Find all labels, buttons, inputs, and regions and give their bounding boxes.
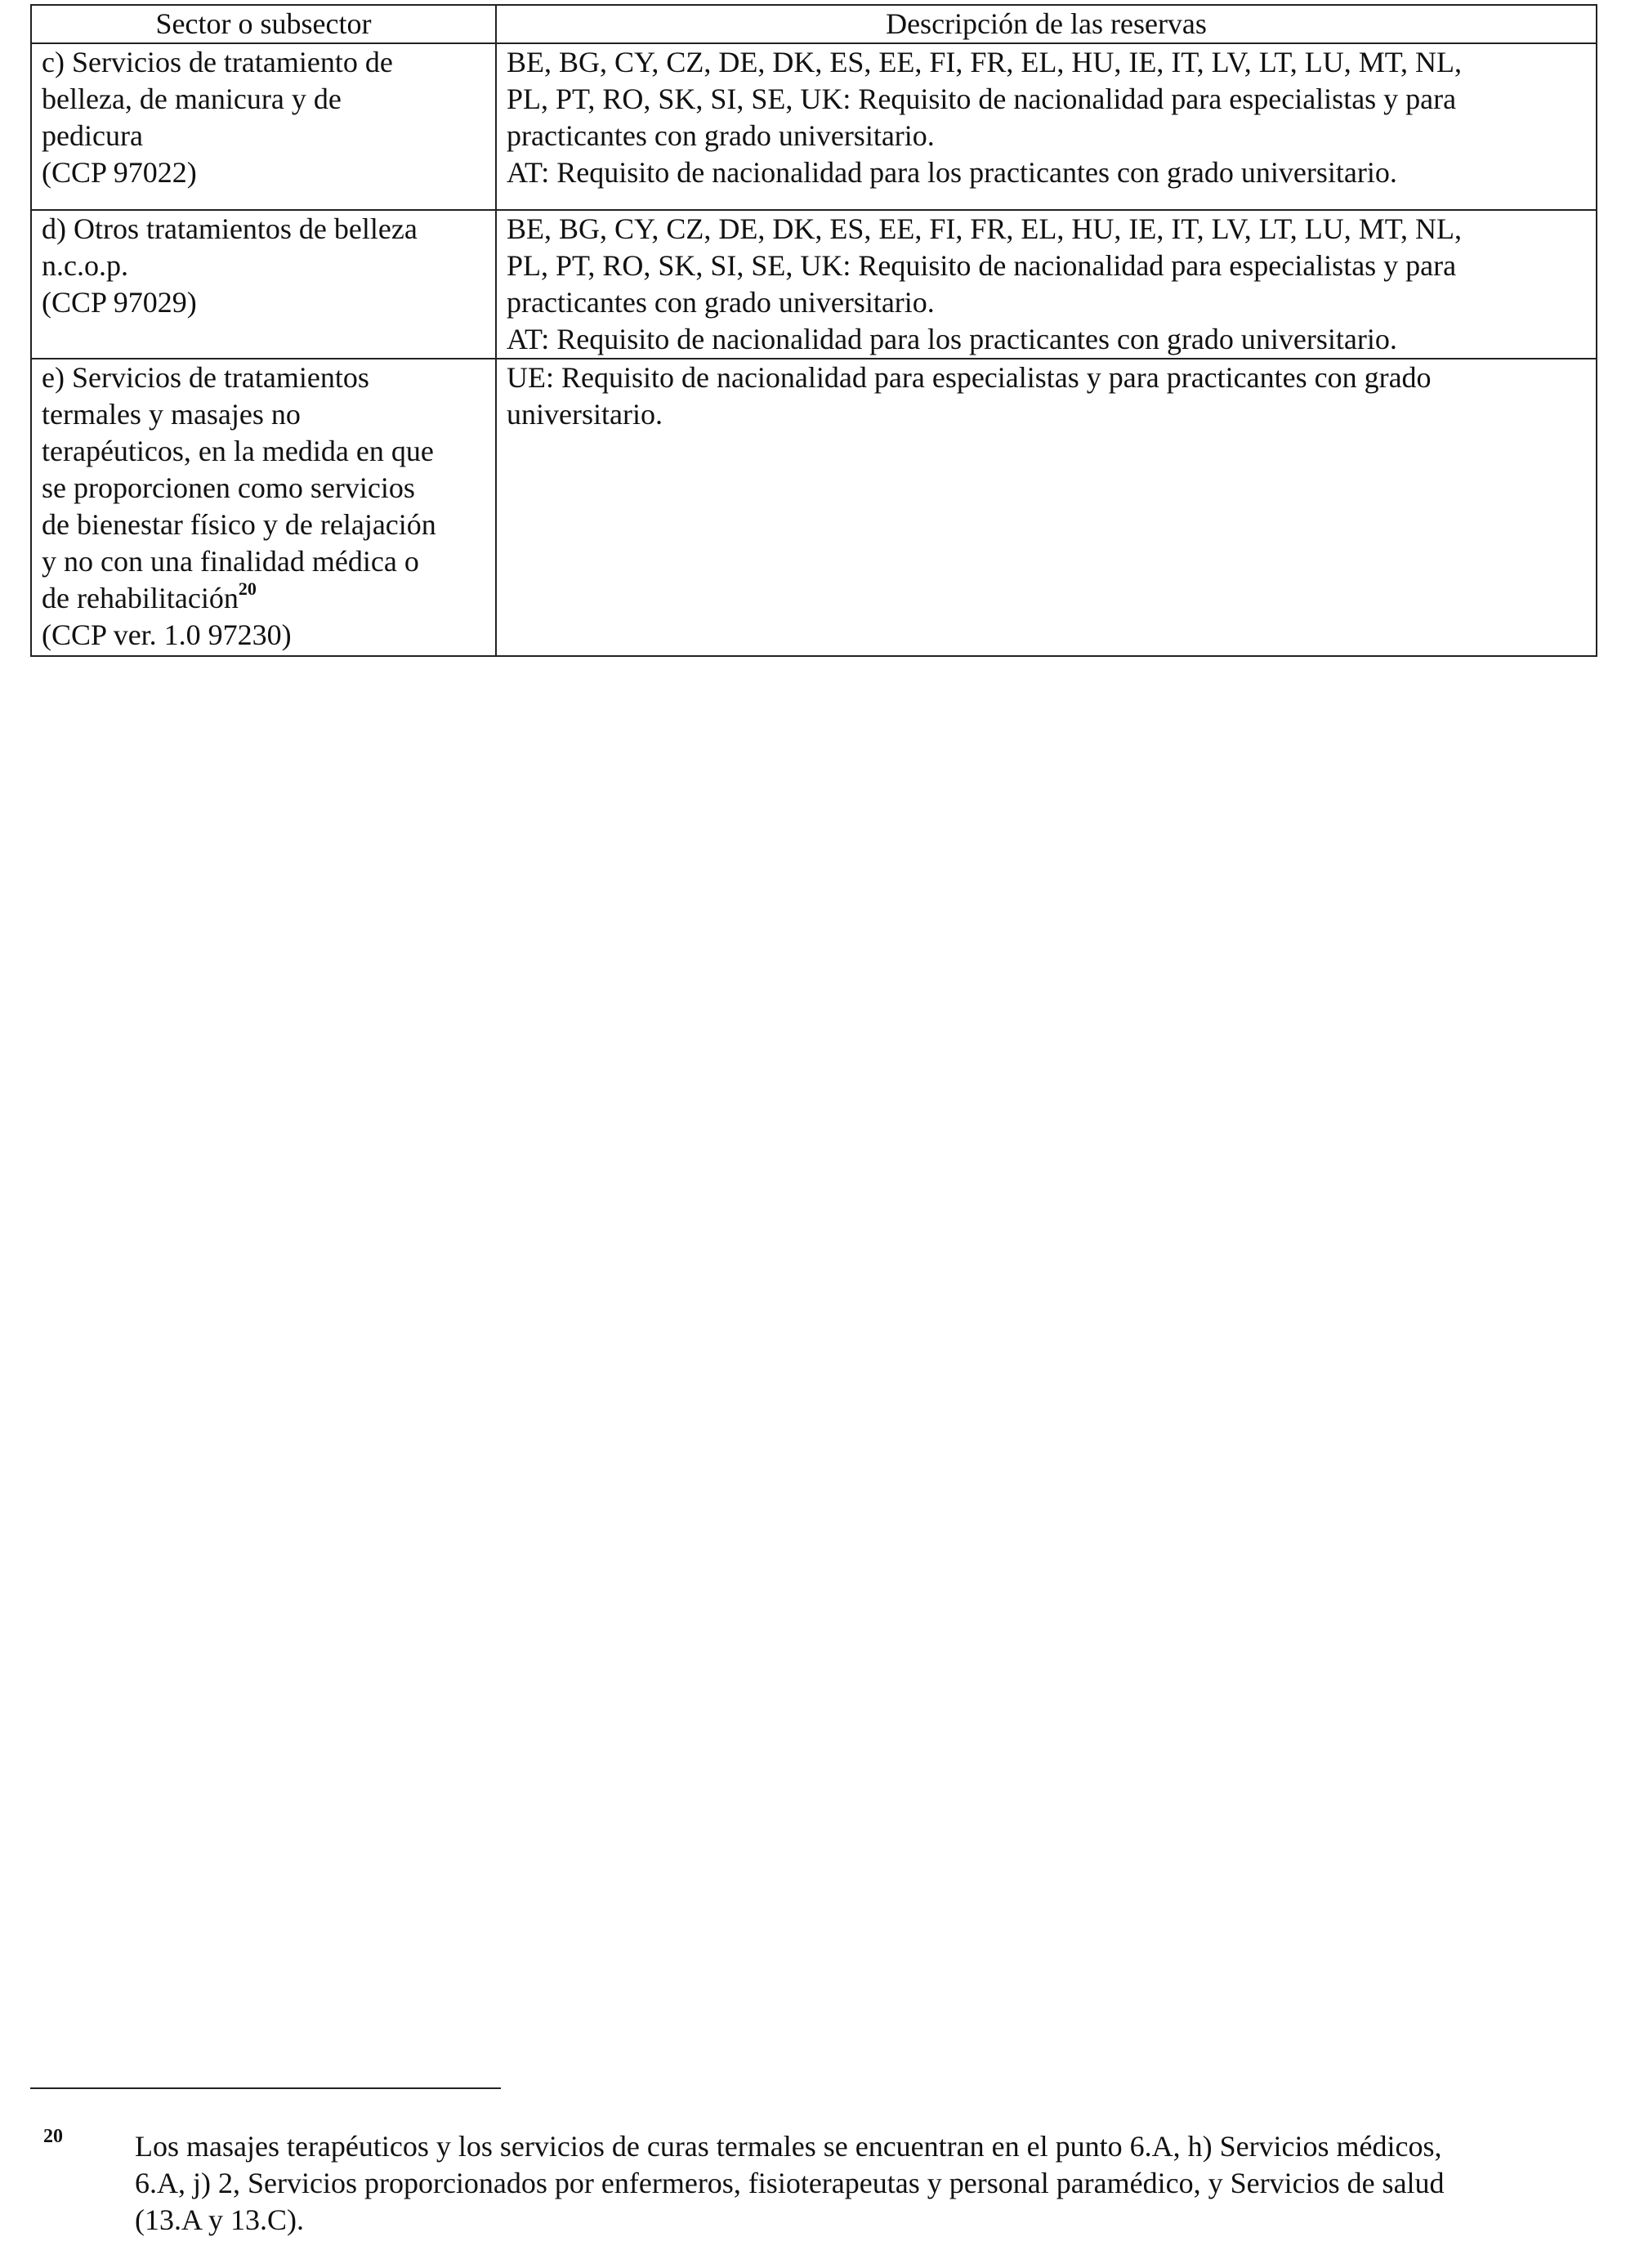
description-line: AT: Requisito de nacionalidad para los practicantes con grado universitario. <box>507 323 1397 355</box>
sector-line: e) Servicios de tratamientos <box>42 361 369 394</box>
description-line: practicantes con grado universitario. <box>507 286 935 319</box>
sector-cell <box>31 210 496 359</box>
description-line: BE, BG, CY, CZ, DE, DK, ES, EE, FI, FR, EL, HU, IE, IT, LV, LT, LU, MT, NL, <box>507 212 1463 245</box>
sector-line: terapéuticos, en la medida en que <box>42 435 434 467</box>
sector-line-with-footnote <box>42 580 485 617</box>
description-line: practicantes con grado universitario. <box>507 119 935 152</box>
table-header-row <box>31 5 1597 43</box>
sector-line: y no con una finalidad médica o <box>42 545 419 578</box>
table-row <box>31 210 1597 359</box>
sector-cell <box>31 43 496 210</box>
sector-line-text: de rehabilitación <box>42 582 239 614</box>
sector-line: (CCP ver. 1.0 97230) <box>42 618 292 651</box>
sector-line: pedicura <box>42 119 143 152</box>
sector-line: belleza, de manicura y de <box>42 83 342 115</box>
description-cell <box>496 359 1597 656</box>
sector-line: (CCP 97022) <box>42 156 197 189</box>
sector-cell <box>31 359 496 656</box>
table-row <box>31 43 1597 210</box>
description-line: universitario. <box>507 398 663 431</box>
description-cell <box>496 43 1597 210</box>
footnote-line: Los masajes terapéuticos y los servicios de curas termales se encuentran en el punto 6.A, h) Servicios médicos, <box>135 2130 1442 2163</box>
sector-line: n.c.o.p. <box>42 249 128 282</box>
sector-line: de bienestar físico y de relajación <box>42 508 436 541</box>
table-row <box>31 359 1597 656</box>
description-line: BE, BG, CY, CZ, DE, DK, ES, EE, FI, FR, EL, HU, IE, IT, LV, LT, LU, MT, NL, <box>507 46 1463 78</box>
footnote-number: 20 <box>43 2126 63 2147</box>
footnote-reference[interactable]: 20 <box>238 578 257 599</box>
footnote <box>30 2128 1596 2239</box>
reservations-table <box>30 4 1597 657</box>
sector-line: termales y masajes no <box>42 398 301 431</box>
description-cell <box>496 210 1597 359</box>
footnote-line: (13.A y 13.C). <box>135 2203 304 2236</box>
sector-line: (CCP 97029) <box>42 286 197 319</box>
description-line: PL, PT, RO, SK, SI, SE, UK: Requisito de nacionalidad para especialistas y para <box>507 83 1457 115</box>
footnote-line: 6.A, j) 2, Servicios proporcionados por enfermeros, fisioterapeutas y personal paramédico, y Servicios de salud <box>135 2167 1445 2199</box>
footnote-divider <box>30 2087 501 2089</box>
header-description: Descripción de las reservas <box>496 5 1597 43</box>
sector-line: se proporcionen como servicios <box>42 471 415 504</box>
header-sector: Sector o subsector <box>31 5 496 43</box>
description-line: UE: Requisito de nacionalidad para especialistas y para practicantes con grado <box>507 361 1432 394</box>
sector-line: d) Otros tratamientos de belleza <box>42 212 418 245</box>
description-line: PL, PT, RO, SK, SI, SE, UK: Requisito de nacionalidad para especialistas y para <box>507 249 1457 282</box>
footnote-text <box>135 2128 1596 2239</box>
description-line: AT: Requisito de nacionalidad para los practicantes con grado universitario. <box>507 156 1397 189</box>
sector-line: c) Servicios de tratamiento de <box>42 46 393 78</box>
